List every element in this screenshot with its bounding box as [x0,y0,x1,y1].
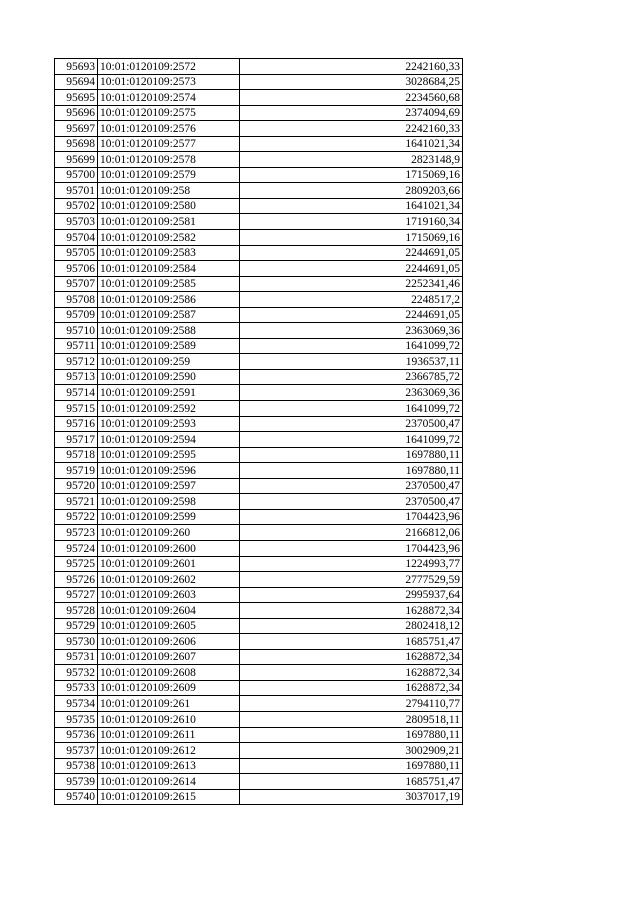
table-row [55,59,463,75]
cadastral-number-cell: 10:01:0120109:2586 [98,292,240,308]
cadastral-number-cell: 10:01:0120109:2584 [98,261,240,277]
row-number-cell: 95730 [55,634,98,650]
cadastral-number-cell: 10:01:0120109:2598 [98,494,240,510]
cadastral-number-cell: 10:01:0120109:2595 [98,447,240,463]
value-cell: 1697880,11 [240,758,463,774]
cadastral-number-cell: 10:01:0120109:258 [98,183,240,199]
table-row [55,696,463,712]
row-number-cell: 95725 [55,556,98,572]
value-cell: 1685751,47 [240,774,463,790]
table-row [55,494,463,510]
table-row [55,198,463,214]
value-cell: 2809518,11 [240,711,463,727]
cadastral-number-cell: 10:01:0120109:2602 [98,572,240,588]
table-row [55,74,463,90]
row-number-cell: 95736 [55,727,98,743]
row-number-cell: 95705 [55,245,98,261]
cadastral-number-cell: 10:01:0120109:2572 [98,59,240,75]
value-cell: 1628872,34 [240,649,463,665]
table-row [55,214,463,230]
row-number-cell: 95701 [55,183,98,199]
value-cell: 1641021,34 [240,198,463,214]
row-number-cell: 95709 [55,307,98,323]
table-row [55,525,463,541]
row-number-cell: 95703 [55,214,98,230]
row-number-cell: 95735 [55,711,98,727]
table-row [55,338,463,354]
table-row [55,680,463,696]
cadastral-number-cell: 10:01:0120109:261 [98,696,240,712]
cadastral-number-cell: 10:01:0120109:2599 [98,509,240,525]
cadastral-number-cell: 10:01:0120109:2591 [98,385,240,401]
cadastral-number-cell: 10:01:0120109:2590 [98,369,240,385]
row-number-cell: 95699 [55,152,98,168]
table-row [55,292,463,308]
row-number-cell: 95693 [55,59,98,75]
row-number-cell: 95704 [55,230,98,246]
row-number-cell: 95727 [55,587,98,603]
value-cell: 1628872,34 [240,665,463,681]
row-number-cell: 95720 [55,478,98,494]
table-row [55,509,463,525]
cadastral-number-cell: 10:01:0120109:2585 [98,276,240,292]
value-cell: 1704423,96 [240,540,463,556]
value-cell: 1697880,11 [240,727,463,743]
row-number-cell: 95731 [55,649,98,665]
value-cell: 2777529,59 [240,572,463,588]
cadastral-number-cell: 10:01:0120109:2613 [98,758,240,774]
cadastral-number-cell: 10:01:0120109:2574 [98,90,240,106]
row-number-cell: 95732 [55,665,98,681]
table-row [55,385,463,401]
row-number-cell: 95737 [55,743,98,759]
value-cell: 2809203,66 [240,183,463,199]
table-row [55,432,463,448]
value-cell: 2363069,36 [240,385,463,401]
value-cell: 3037017,19 [240,789,463,805]
row-number-cell: 95694 [55,74,98,90]
value-cell: 2363069,36 [240,323,463,339]
row-number-cell: 95729 [55,618,98,634]
row-number-cell: 95721 [55,494,98,510]
cadastral-number-cell: 10:01:0120109:259 [98,354,240,370]
table-row [55,727,463,743]
row-number-cell: 95734 [55,696,98,712]
row-number-cell: 95695 [55,90,98,106]
value-cell: 2370500,47 [240,494,463,510]
table-row [55,323,463,339]
cadastral-number-cell: 10:01:0120109:2593 [98,416,240,432]
cadastral-value-table [54,58,463,805]
value-cell: 1697880,11 [240,447,463,463]
value-cell: 1936537,11 [240,354,463,370]
cadastral-number-cell: 10:01:0120109:2596 [98,463,240,479]
cadastral-number-cell: 10:01:0120109:2576 [98,121,240,137]
table-row [55,354,463,370]
value-cell: 2802418,12 [240,618,463,634]
table-row [55,105,463,121]
cadastral-number-cell: 10:01:0120109:2582 [98,230,240,246]
cadastral-number-cell: 10:01:0120109:2577 [98,136,240,152]
table-row [55,556,463,572]
row-number-cell: 95717 [55,432,98,448]
value-cell: 2370500,47 [240,478,463,494]
row-number-cell: 95696 [55,105,98,121]
value-cell: 2244691,05 [240,307,463,323]
table-row [55,90,463,106]
value-cell: 2234560,68 [240,90,463,106]
table-row [55,121,463,137]
table-row [55,369,463,385]
cadastral-number-cell: 10:01:0120109:2592 [98,401,240,417]
table-row [55,183,463,199]
table-row [55,152,463,168]
cadastral-number-cell: 10:01:0120109:260 [98,525,240,541]
value-cell: 2374094,69 [240,105,463,121]
cadastral-number-cell: 10:01:0120109:2589 [98,338,240,354]
table-row [55,167,463,183]
row-number-cell: 95724 [55,540,98,556]
row-number-cell: 95740 [55,789,98,805]
value-cell: 2242160,33 [240,121,463,137]
value-cell: 1704423,96 [240,509,463,525]
cadastral-number-cell: 10:01:0120109:2587 [98,307,240,323]
table-row [55,587,463,603]
table-row [55,774,463,790]
table-row [55,743,463,759]
cadastral-number-cell: 10:01:0120109:2573 [98,74,240,90]
cadastral-number-cell: 10:01:0120109:2608 [98,665,240,681]
table-row [55,603,463,619]
value-cell: 1641099,72 [240,432,463,448]
cadastral-number-cell: 10:01:0120109:2594 [98,432,240,448]
value-cell: 2995937,64 [240,587,463,603]
row-number-cell: 95733 [55,680,98,696]
value-cell: 1628872,34 [240,603,463,619]
row-number-cell: 95726 [55,572,98,588]
row-number-cell: 95715 [55,401,98,417]
table-row [55,711,463,727]
cadastral-number-cell: 10:01:0120109:2597 [98,478,240,494]
table-row [55,665,463,681]
cadastral-number-cell: 10:01:0120109:2600 [98,540,240,556]
value-cell: 1641099,72 [240,338,463,354]
value-cell: 1641099,72 [240,401,463,417]
value-cell: 1224993,77 [240,556,463,572]
value-cell: 2242160,33 [240,59,463,75]
cadastral-number-cell: 10:01:0120109:2580 [98,198,240,214]
value-cell: 1628872,34 [240,680,463,696]
value-cell: 2248517,2 [240,292,463,308]
value-cell: 2366785,72 [240,369,463,385]
value-cell: 1715069,16 [240,230,463,246]
row-number-cell: 95718 [55,447,98,463]
table-row [55,401,463,417]
table-body [55,59,463,805]
row-number-cell: 95738 [55,758,98,774]
cadastral-number-cell: 10:01:0120109:2612 [98,743,240,759]
cadastral-number-cell: 10:01:0120109:2607 [98,649,240,665]
row-number-cell: 95706 [55,261,98,277]
value-cell: 2252341,46 [240,276,463,292]
table-row [55,261,463,277]
table-row [55,618,463,634]
value-cell: 3002909,21 [240,743,463,759]
row-number-cell: 95722 [55,509,98,525]
table-row [55,136,463,152]
table-row [55,463,463,479]
row-number-cell: 95702 [55,198,98,214]
value-cell: 1715069,16 [240,167,463,183]
cadastral-number-cell: 10:01:0120109:2609 [98,680,240,696]
cadastral-number-cell: 10:01:0120109:2581 [98,214,240,230]
value-cell: 1685751,47 [240,634,463,650]
cadastral-number-cell: 10:01:0120109:2601 [98,556,240,572]
row-number-cell: 95700 [55,167,98,183]
row-number-cell: 95723 [55,525,98,541]
row-number-cell: 95712 [55,354,98,370]
value-cell: 3028684,25 [240,74,463,90]
row-number-cell: 95714 [55,385,98,401]
cadastral-number-cell: 10:01:0120109:2575 [98,105,240,121]
cadastral-number-cell: 10:01:0120109:2611 [98,727,240,743]
table-row [55,245,463,261]
table-row [55,230,463,246]
row-number-cell: 95708 [55,292,98,308]
value-cell: 2823148,9 [240,152,463,168]
table-row [55,649,463,665]
cadastral-number-cell: 10:01:0120109:2579 [98,167,240,183]
value-cell: 2166812,06 [240,525,463,541]
cadastral-number-cell: 10:01:0120109:2615 [98,789,240,805]
table-row [55,540,463,556]
table-row [55,478,463,494]
table-row [55,572,463,588]
cadastral-number-cell: 10:01:0120109:2614 [98,774,240,790]
row-number-cell: 95739 [55,774,98,790]
value-cell: 1641021,34 [240,136,463,152]
row-number-cell: 95697 [55,121,98,137]
row-number-cell: 95711 [55,338,98,354]
table-row [55,789,463,805]
table-row [55,416,463,432]
cadastral-number-cell: 10:01:0120109:2606 [98,634,240,650]
row-number-cell: 95719 [55,463,98,479]
row-number-cell: 95713 [55,369,98,385]
row-number-cell: 95698 [55,136,98,152]
row-number-cell: 95716 [55,416,98,432]
cadastral-number-cell: 10:01:0120109:2578 [98,152,240,168]
cadastral-number-cell: 10:01:0120109:2603 [98,587,240,603]
cadastral-number-cell: 10:01:0120109:2588 [98,323,240,339]
row-number-cell: 95728 [55,603,98,619]
value-cell: 2244691,05 [240,261,463,277]
value-cell: 2244691,05 [240,245,463,261]
cadastral-number-cell: 10:01:0120109:2610 [98,711,240,727]
cadastral-number-cell: 10:01:0120109:2605 [98,618,240,634]
value-cell: 1697880,11 [240,463,463,479]
value-cell: 1719160,34 [240,214,463,230]
table-row [55,758,463,774]
row-number-cell: 95710 [55,323,98,339]
value-cell: 2794110,77 [240,696,463,712]
cadastral-number-cell: 10:01:0120109:2583 [98,245,240,261]
cadastral-number-cell: 10:01:0120109:2604 [98,603,240,619]
value-cell: 2370500,47 [240,416,463,432]
row-number-cell: 95707 [55,276,98,292]
table-row [55,447,463,463]
table-row [55,307,463,323]
table-row [55,276,463,292]
table-row [55,634,463,650]
